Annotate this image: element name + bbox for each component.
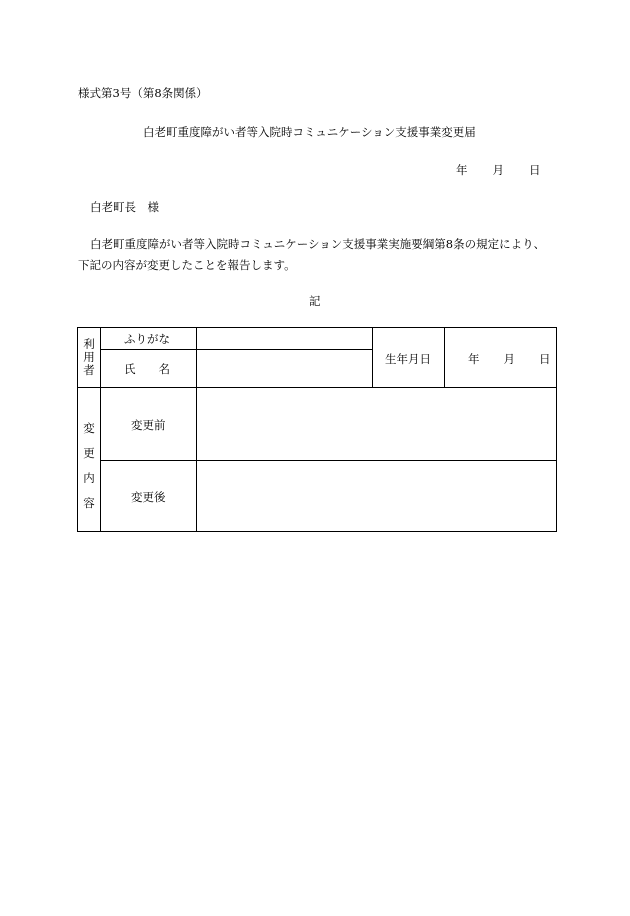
after-change-label: 変更後 [131, 490, 166, 504]
name-field[interactable] [197, 350, 371, 386]
ki-heading: 記 [309, 294, 321, 308]
body-text-line-1: 白老町重度障がい者等入院時コミュニケーション支援事業実施要綱第8条の規定により、 [90, 237, 546, 251]
before-change-label: 変更前 [131, 418, 166, 432]
furigana-label: ふりがな [124, 332, 170, 346]
body-text-line-2: 下記の内容が変更したことを報告します。 [78, 258, 296, 272]
before-change-field[interactable] [197, 388, 555, 459]
change-content-label: 変 更 内 容 [83, 421, 95, 510]
furigana-field[interactable] [197, 329, 371, 348]
date-day: 日 [529, 163, 541, 177]
date-line [456, 162, 541, 178]
user-label: 利 用 者 [83, 337, 95, 377]
birthdate-day: 日 [539, 352, 551, 366]
birthdate-field[interactable] [468, 351, 551, 367]
addressee: 白老町長 様 [90, 200, 159, 214]
report-form-table [77, 327, 557, 532]
birthdate-month: 月 [503, 352, 515, 366]
form-number: 様式第3号（第8条関係） [78, 86, 208, 100]
birthdate-year: 年 [468, 352, 480, 366]
date-month: 月 [492, 163, 504, 177]
birthdate-label: 生年月日 [385, 352, 431, 366]
date-year: 年 [456, 163, 468, 177]
after-change-field[interactable] [197, 461, 555, 531]
document-title: 白老町重度障がい者等入院時コミュニケーション支援事業変更届 [143, 125, 476, 139]
name-label: 氏 名 [124, 362, 170, 376]
